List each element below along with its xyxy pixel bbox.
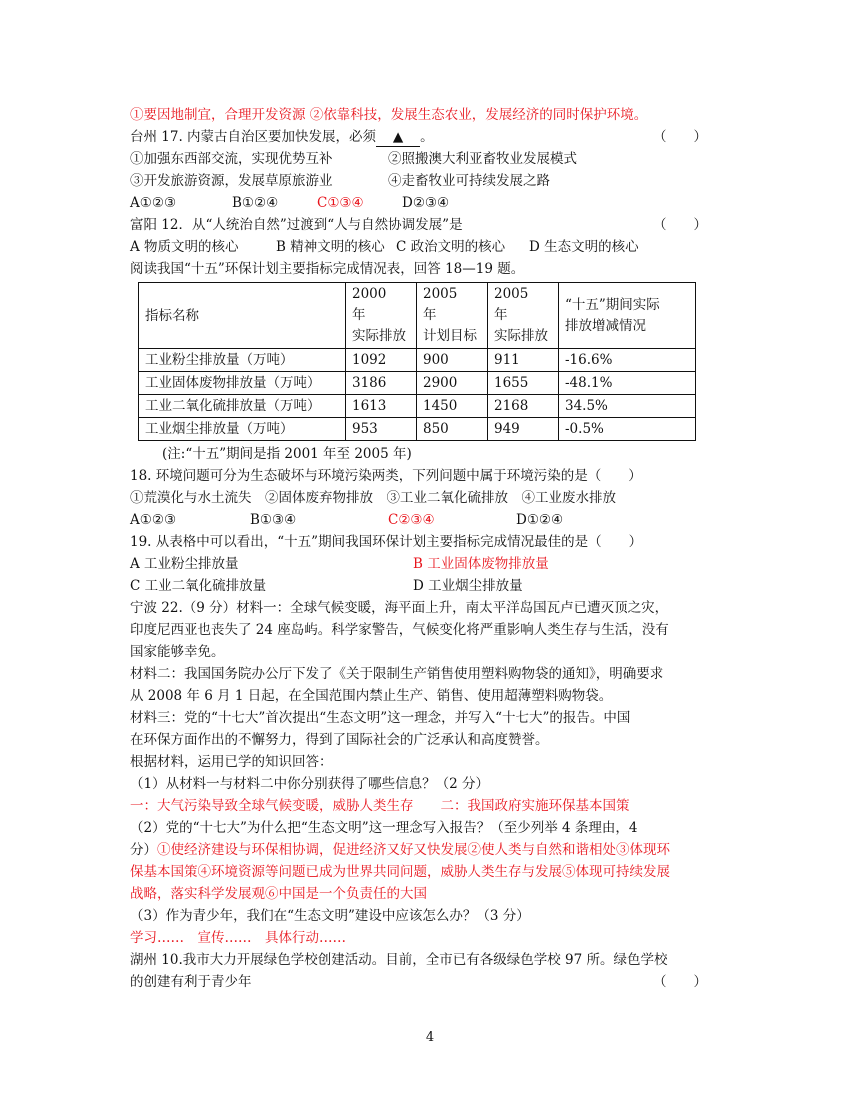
table-row: 工业烟尘排放量（万吨） 953 850 949 -0.5% [139, 418, 696, 441]
sub-question: （3）作为青少年，我们在“生态文明”建设中应该怎么办？（3 分） [130, 908, 530, 924]
paragraph-line: 印度尼西亚也丧失了 24 座岛屿。科学家警告，气候变化将严重影响人类生存与生活，没有 [130, 622, 669, 638]
choices-line: A①②③ B①②④ C①③④ D②③④ [130, 192, 735, 214]
table-header-row [139, 283, 696, 349]
choices-line: A 物质文明的核心 B 精神文明的核心 C 政治文明的核心 D 生态文明的核心 [130, 239, 639, 255]
correct-choice: B 工业固体废物排放量 [413, 556, 549, 572]
table-header-cell: 2005 年 计划目标 [417, 283, 488, 349]
answer-line: 战略，落实科学发展观⑥中国是一个负责任的大国 [130, 886, 427, 902]
answer-line: ①要因地制宜，合理开发资源 ②依靠科技，发展生态农业，发展经济的同时保护环境。 [130, 107, 648, 123]
sub-question: （2）党的“十七大”为什么把“生态文明”这一理念写入报告？（至少列举 4 条理由，4 [130, 820, 638, 836]
paragraph-line: 的创建有利于青少年 （ ） [130, 971, 735, 993]
table-row: 工业粉尘排放量（万吨） 1092 900 911 -16.6% [139, 349, 696, 372]
answer-line: 学习…… 宣传…… 具体行动…… [130, 930, 346, 946]
document-page [130, 104, 735, 993]
answer-blank: ▲ [376, 128, 420, 147]
answer-line: 保基本国策④环境资源等问题已成为世界共同问题，威胁人类生存与发展⑤体现可持续发展 [130, 864, 670, 880]
options-line: ①加强东西部交流，实现优势互补 ②照搬澳大利亚畜牧业发展模式 [130, 151, 577, 167]
table-row: 工业二氧化硫排放量（万吨） 1613 1450 2168 34.5% [139, 395, 696, 418]
table-header-cell: “十五”期间实际 排放增减情况 [559, 283, 696, 349]
paragraph-line: 在环保方面作出的不懈努力，得到了国际社会的广泛承认和高度赞誉。 [130, 732, 549, 748]
answer-line: 分）①使经济建设与环保相协调，促进经济又好又快发展②使人类与自然和谐相处③体现环 [130, 842, 670, 858]
question-12: 富阳 12．从“人统治自然”过渡到“人与自然协调发展”是 （ ） [130, 214, 735, 236]
correct-choice: C②③④ [388, 512, 435, 528]
answer-parentheses: （ ） [653, 217, 707, 233]
options-line: ①荒漠化与水土流失 ②固体废弃物排放 ③工业二氧化硫排放 ④工业废水排放 [130, 490, 616, 506]
table-row: 工业固体废物排放量（万吨） 3186 2900 1655 -48.1% [139, 372, 696, 395]
answer-line: 一：大气污染导致全球气候变暖，威胁人类生存 二：我国政府实施环保基本国策 [130, 798, 630, 814]
sub-question: （1）从材料一与材料二中你分别获得了哪些信息？（2 分） [130, 776, 489, 792]
table-header-cell: 2005 年 实际排放 [488, 283, 559, 349]
question-10: 湖州 10.我市大力开展绿色学校创建活动。目前，全市已有各级绿色学校 97 所。绿色学校 [130, 952, 668, 968]
paragraph-line: 根据材料，运用已学的知识回答： [130, 754, 333, 770]
table-header-cell: 指标名称 [139, 283, 346, 349]
question-18: 18. 环境问题可分为生态破坏与环境污染两类，下列问题中属于环境污染的是（ ） [130, 468, 642, 484]
table-note: (注:“十五”期间是指 2001 年至 2005 年) [162, 446, 412, 462]
reading-instruction: 阅读我国“十五”环保计划主要指标完成情况表，回答 18—19 题。 [130, 261, 525, 277]
data-table [138, 282, 696, 441]
options-line: ③开发旅游资源，发展草原旅游业 ④走畜牧业可持续发展之路 [130, 173, 550, 189]
question-22: 宁波 22.（9 分）材料一：全球气候变暖，海平面上升，南太平洋岛国瓦卢已遭灭顶之灾， [130, 600, 669, 616]
choices-line: A①②③ B①③④ C②③④ D①②④ [130, 509, 735, 531]
paragraph-line: 从 2008 年 6 月 1 日起，在全国范围内禁止生产、销售、使用超薄塑料购物袋。 [130, 688, 613, 704]
page-number: 4 [425, 1030, 435, 1045]
question-17: 台州 17. 内蒙古自治区要加快发展，必须 ▲ 。 （ ） [130, 126, 735, 148]
choices-line: C 工业二氧化硫排放量 D 工业烟尘排放量 [130, 578, 523, 594]
paragraph-line: 材料三：党的“十七大”首次提出“生态文明”这一理念，并写入“十七大”的报告。中国 [130, 710, 631, 726]
question-19: 19. 从表格中可以看出，“十五”期间我国环保计划主要指标完成情况最佳的是（ ） [130, 534, 643, 550]
choices-line: A 工业粉尘排放量 B 工业固体废物排放量 [130, 556, 549, 572]
paragraph-line: 材料二：我国国务院办公厅下发了《关于限制生产销售使用塑料购物袋的通知》，明确要求 [130, 666, 664, 682]
answer-parentheses: （ ） [653, 129, 707, 145]
paragraph-line: 国家能够幸免。 [130, 644, 225, 660]
table-header-cell: 2000 年 实际排放 [346, 283, 417, 349]
answer-parentheses: （ ） [653, 974, 707, 990]
correct-choice: C①③④ [317, 195, 364, 211]
